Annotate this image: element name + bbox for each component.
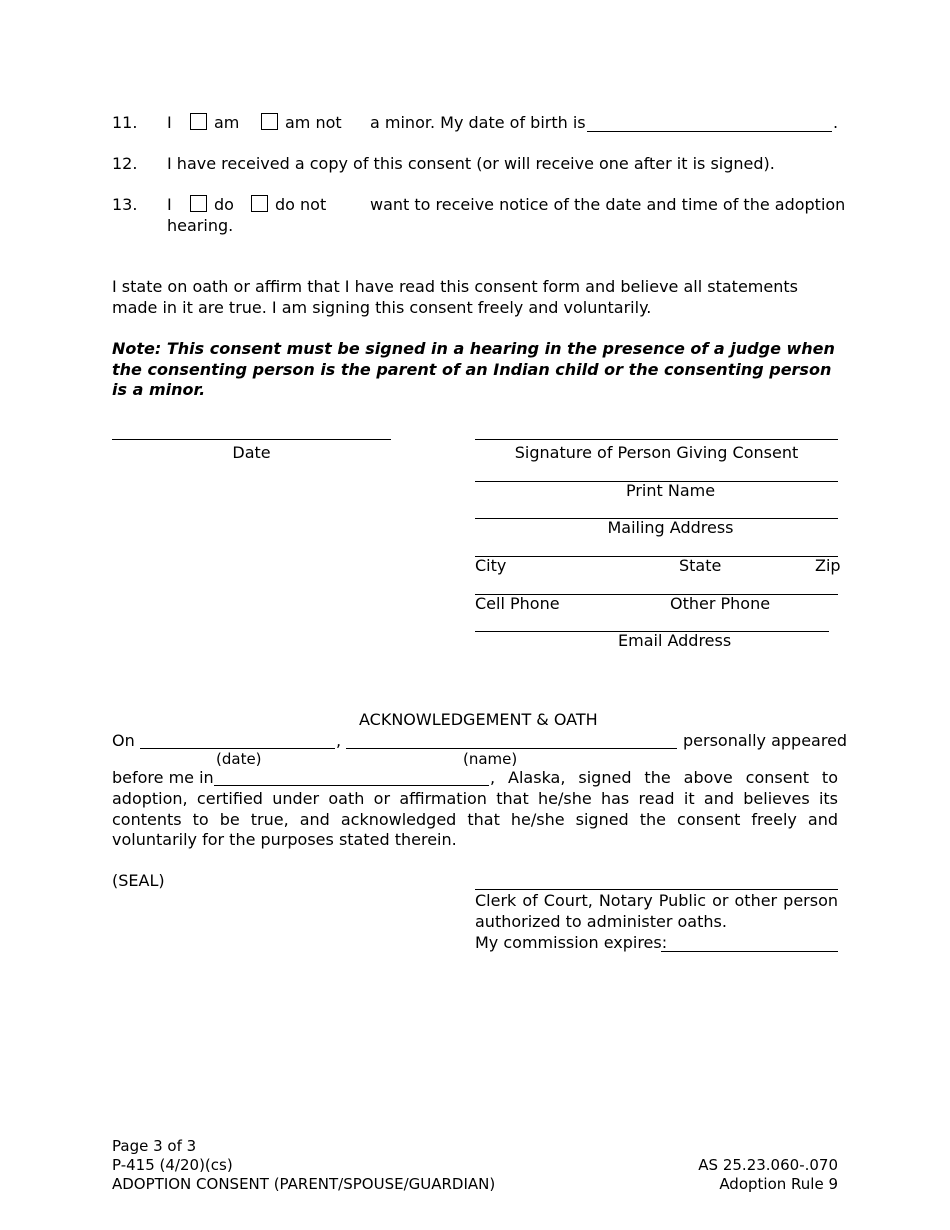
am-label: am <box>214 113 240 132</box>
period: . <box>833 113 839 132</box>
notice-text: want to receive notice of the date and time of the adoption <box>370 195 846 214</box>
comma: , <box>336 731 342 750</box>
indian-child-note: Note: This consent must be signed in a hearing in the presence of a judge when the consenting person is the parent of an Indian child or the consenting person is a minor. <box>112 339 835 399</box>
print-name-label: Print Name <box>625 481 716 500</box>
signature-label: Signature of Person Giving Consent <box>514 443 799 462</box>
seal-label: (SEAL) <box>112 871 165 890</box>
form-number: P-415 (4/20)(cs) <box>112 1156 233 1174</box>
email-label: Email Address <box>618 631 732 650</box>
item-number: 13. <box>112 195 138 214</box>
am-not-label: am not <box>285 113 342 132</box>
mailing-address-label: Mailing Address <box>607 518 734 537</box>
clerk-text: Clerk of Court, Notary Public or other person authorized to administer oaths. <box>475 891 838 931</box>
date-caption: (date) <box>216 750 262 768</box>
acknowledgement-title: ACKNOWLEDGEMENT & OATH <box>359 710 598 729</box>
date-line[interactable] <box>112 439 391 440</box>
am-not-checkbox[interactable] <box>261 113 278 130</box>
cell-phone-label: Cell Phone <box>475 594 560 613</box>
rule-reference: Adoption Rule 9 <box>719 1175 838 1193</box>
form-title: ADOPTION CONSENT (PARENT/SPOUSE/GUARDIAN) <box>112 1175 496 1193</box>
am-checkbox[interactable] <box>190 113 207 130</box>
name-caption: (name) <box>463 750 518 768</box>
do-checkbox[interactable] <box>190 195 207 212</box>
on-text: On <box>112 731 135 750</box>
date-of-birth-field[interactable] <box>587 131 832 132</box>
oath-statement: I state on oath or affirm that I have read this consent form and believe all statements made in it are true. I am signing this consent freely and voluntarily. <box>112 277 798 317</box>
item-number: 11. <box>112 113 138 132</box>
zip-label: Zip <box>815 556 841 575</box>
ack-location-field[interactable] <box>214 785 489 786</box>
statute-reference: AS 25.23.060-.070 <box>698 1156 838 1174</box>
pronoun-i: I <box>167 113 172 132</box>
commission-expires-field[interactable] <box>661 951 838 952</box>
page-number: Page 3 of 3 <box>112 1137 197 1155</box>
acknowledgement-body: adoption, certified under oath or affirmation that he/she has read it and believes its contents to be true, and acknowledged that he/she signed the consent freely and voluntarily for the purposes stated therein. <box>112 789 838 849</box>
alaska-signed-text: , Alaska, signed the above consent to <box>490 768 838 787</box>
other-phone-label: Other Phone <box>670 594 771 613</box>
commission-expires-label: My commission expires: <box>475 933 668 952</box>
minor-dob-text: a minor. My date of birth is <box>370 113 586 132</box>
city-label: City <box>475 556 507 575</box>
clerk-signature-line[interactable] <box>475 889 838 890</box>
city-state-zip-line[interactable] <box>475 556 838 557</box>
item-number: 12. <box>112 154 138 173</box>
personally-appeared-text: personally appeared <box>683 731 848 750</box>
pronoun-i: I <box>167 195 172 214</box>
do-not-checkbox[interactable] <box>251 195 268 212</box>
copy-received-text: I have received a copy of this consent (or will receive one after it is signed). <box>167 154 775 173</box>
before-me-in-text: before me in <box>112 768 214 787</box>
signature-line[interactable] <box>475 439 838 440</box>
notice-text-continued: hearing. <box>167 216 234 235</box>
state-label: State <box>679 556 722 575</box>
do-label: do <box>214 195 234 214</box>
do-not-label: do not <box>275 195 327 214</box>
date-label: Date <box>232 443 271 462</box>
